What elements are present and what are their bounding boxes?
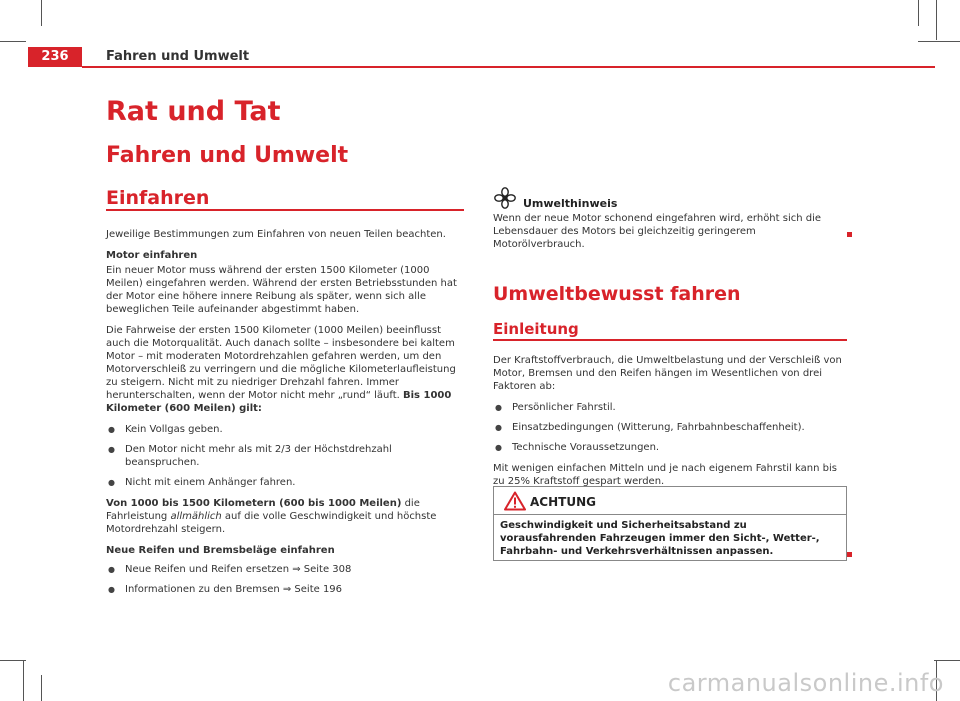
crop-mark [918, 41, 960, 42]
main-title: Rat und Tat [106, 96, 281, 127]
warning-header [494, 487, 846, 515]
crop-mark [41, 0, 42, 26]
end-mark [847, 232, 852, 237]
motor-paragraph-2-bold: Bis 1000 Kilometer (600 Meilen) gilt: [106, 390, 452, 414]
intro-paragraph: Der Kraftstoffverbrauch, die Umweltbelastung und der Verschleiß von Motor, Bremsen und den Reifen hängen im Wesentlichen von drei Faktoren ab: [493, 355, 842, 392]
list-item-link[interactable]: ● Informationen zu den Bremsen ⇒ Seite 196 [106, 583, 466, 596]
list-item-link[interactable]: ● Neue Reifen und Reifen ersetzen ⇒ Seite 308 [106, 563, 466, 576]
warning-box [493, 486, 847, 561]
intro-paragraph: Jeweilige Bestimmungen zum Einfahren von neuen Teilen beachten. [106, 229, 446, 240]
page-number: 236 [28, 47, 82, 67]
gradual-paragraph [106, 497, 466, 536]
flower-icon [493, 187, 517, 209]
section-title-umweltbewusst: Umweltbewusst fahren [493, 283, 741, 305]
section-title-einfahren: Einfahren [106, 187, 210, 209]
list-item: ● Technische Voraussetzungen. [493, 441, 847, 454]
warning-title: ACHTUNG [530, 495, 596, 509]
crop-mark [936, 0, 937, 40]
gradual-bold: Von 1000 bis 1500 Kilometern (600 bis 1000 Meilen) [106, 498, 402, 509]
running-title: Fahren und Umwelt [106, 49, 250, 64]
reifen-heading: Neue Reifen und Bremsbeläge einfahren [106, 545, 335, 556]
section-rule [106, 209, 464, 211]
environment-note-text: Wenn der neue Motor schonend eingefahren wird, erhöht sich die Lebensdauer des Motors bei gleichzeitig geringerem Motorölverbrauch. [493, 213, 822, 250]
motor-paragraph-2 [106, 324, 466, 415]
end-mark [847, 552, 852, 557]
right-body [493, 354, 847, 496]
crop-mark [41, 675, 42, 701]
factors-list [493, 401, 847, 454]
watermark: carmanualsonline.info [667, 669, 944, 697]
crop-mark [934, 660, 960, 661]
motor-paragraph-1: Ein neuer Motor muss während der ersten 1500 Kilometer (1000 Meilen) eingefahren werden. Während der ersten Betriebsstunden hat der Motor eine höhere innere Reibung als später, wenn sich alle beweglichen Teile aufeinander abgestimmt haben. [106, 265, 457, 315]
subsection-rule [493, 339, 847, 341]
warning-text: Geschwindigkeit und Sicherheitsabstand zu vorausfahrenden Fahrzeugen immer den Sicht-, Wetter-, Fahrbahn- und Verkehrsverhältnissen anpassen. [500, 520, 820, 557]
header-rule [82, 66, 935, 68]
motor-heading: Motor einfahren [106, 250, 198, 261]
chapter-title: Fahren und Umwelt [106, 143, 349, 168]
list-item: ● Einsatzbedingungen (Witterung, Fahrbahnbeschaffenheit). [493, 421, 847, 434]
list-item: ● Nicht mit einem Anhänger fahren. [106, 476, 466, 489]
list-item: ● Persönlicher Fahrstil. [493, 401, 847, 414]
list-item: ● Den Motor nicht mehr als mit 2/3 der Höchstdrehzahl beanspruchen. [106, 443, 466, 469]
subsection-title-einleitung: Einleitung [493, 320, 579, 338]
left-column [106, 228, 466, 604]
einfahren-list [106, 423, 466, 489]
gradual-text-b: auf die volle Geschwindigkeit und höchste Motordrehzahl steigern. [106, 511, 437, 535]
list-item: ● Kein Vollgas geben. [106, 423, 466, 436]
environment-note-title: Umwelthinweis [523, 197, 618, 210]
crop-mark [918, 0, 919, 26]
gradual-text-a: die Fahrleistung [106, 498, 420, 522]
crop-mark [0, 41, 26, 42]
motor-paragraph-2-text: Die Fahrweise der ersten 1500 Kilometer (1000 Meilen) beeinflusst auch die Motorqualität. Auch danach sollte – insbesondere bei kaltem Motor – mit moderaten Motordrehzahlen gefahren werden, um den Motorverschleiß zu verringern und die mögliche Kilometerlaufleistung zu steigern. Nicht mit zu niedriger Drehzahl fahren. Immer herunterschalten, wenn der Motor nicht mehr „rund“ läuft. [106, 325, 456, 401]
warning-icon [504, 491, 526, 511]
reifen-list [106, 563, 466, 596]
gradual-italic: allmählich [170, 511, 222, 522]
crop-mark [23, 660, 24, 701]
closing-paragraph: Mit wenigen einfachen Mitteln und je nach eigenem Fahrstil kann bis zu 25% Kraftstoff gespart werden. [493, 463, 837, 487]
